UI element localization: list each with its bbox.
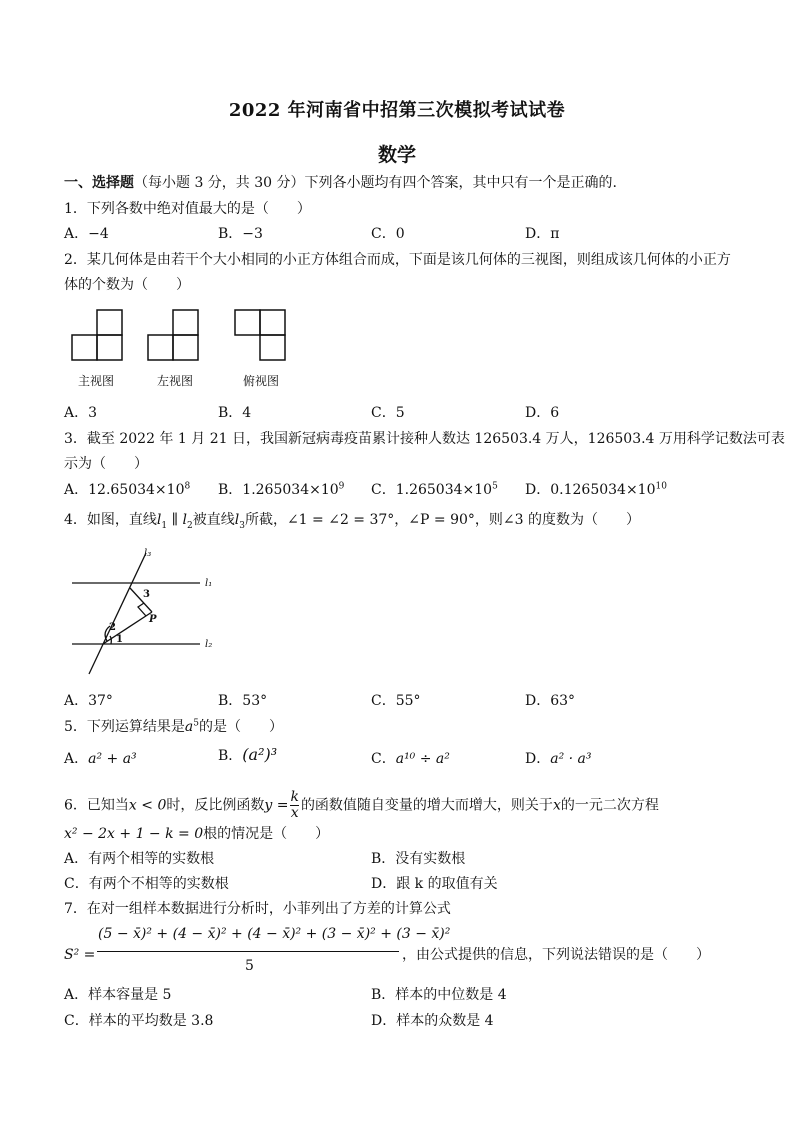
left-view-cell [173, 310, 198, 335]
q2-option-b: B．4 [218, 405, 252, 421]
fraction-bar [97, 951, 399, 952]
q4-option-d: D．63° [525, 693, 576, 709]
q7-option-d: D．样本的众数是 4 [371, 1013, 494, 1029]
label-p: P [149, 614, 157, 625]
q3-option-d: D．$0.1265034\times 10^{10}$ [525, 481, 667, 498]
q3-stem-line1: 3．截至 2022 年 1 月 21 日，我国新冠病毒疫苗累计接种人数达 126503.4 万人，126503.4 万用科学记数法可表 [64, 431, 785, 447]
q6-option-c: C．有两个不相等的实数根 [64, 876, 229, 892]
front-view-label: 主视图 [78, 374, 115, 388]
section-instructions: （每小题 3 分，共 30 分）下列各小题均有四个答案，其中只有一个是正确的. [134, 175, 617, 191]
left-view-cell [173, 335, 198, 360]
q1-stem: 1．下列各数中绝对值最大的是（ ） [64, 201, 311, 217]
q2-stem-line1: 2．某几何体是由若干个大小相同的小正方体组合而成，下面是该几何体的三视图，则组成该几何体的小正方 [64, 252, 731, 268]
front-view-cell [97, 310, 122, 335]
top-view-cell [260, 310, 285, 335]
front-view-cell [72, 335, 97, 360]
q1-option-c: C．0 [371, 226, 405, 242]
q4-option-c: C．55° [371, 693, 421, 709]
q5-option-a: A．a² + a³ [64, 751, 137, 767]
q7-stem-tail: ，由公式提供的信息，下列说法错误的是（ ） [402, 947, 710, 963]
label-angle-1: 1 [116, 634, 123, 645]
exam-title: 2022 年河南省中招第三次模拟考试试卷 [228, 100, 566, 121]
left-view-label: 左视图 [157, 374, 194, 388]
section-label: 一、选择题 [64, 175, 134, 191]
q7-option-b: B．样本的中位数是 4 [371, 987, 507, 1003]
label-angle-2: 2 [109, 622, 116, 633]
top-view-cell [235, 310, 260, 335]
subject-title: 数学 [377, 144, 416, 166]
parallel-lines-figure [64, 546, 234, 678]
q6-fraction: $\frac{k}{x}$ [290, 789, 299, 821]
q5-option-b: B．(a²)³ [218, 745, 278, 764]
q4-option-a: A．37° [64, 693, 113, 709]
q6-option-d: D．跟 k 的取值有关 [371, 876, 498, 892]
q1-option-b: B．−3 [218, 226, 263, 242]
q3-option-b: B．$1.265034\times 10^9$ [218, 481, 345, 498]
q5-option-c: C．a¹⁰ ÷ a² [371, 751, 450, 767]
label-l2: l₂ [205, 639, 213, 650]
variance-denominator: 5 [245, 958, 254, 974]
variance-lhs: S² = [64, 947, 96, 963]
q6-stem-line2: x² − 2x + 1 − k = 0根的情况是（ ） [64, 826, 330, 842]
top-view-cell [260, 335, 285, 360]
q7-stem: 7．在对一组样本数据进行分析时，小菲列出了方差的计算公式 [64, 901, 451, 917]
q1-option-a: A．−4 [64, 226, 109, 242]
q5-stem: 5．下列运算结果是$a^5$的是（ ） [64, 718, 284, 735]
q2-option-c: C．5 [371, 405, 405, 421]
q7-option-a: A．样本容量是 5 [64, 987, 172, 1003]
front-view-cell [97, 335, 122, 360]
line-l3 [89, 553, 146, 674]
q4-option-b: B．53° [218, 693, 268, 709]
q2-option-d: D．6 [525, 405, 560, 421]
q6-stem-line1: 6．已知当x < 0时，反比例函数y = $\frac{k}{x}$ 的函数值随自变量的增大而增大，则关于x的一元二次方程 [64, 789, 659, 821]
q7-option-c: C．样本的平均数是 3.8 [64, 1013, 214, 1029]
q5-option-d: D．a² · a³ [525, 751, 592, 767]
q1-option-d: D．π [525, 226, 560, 242]
q4-stem: 4．如图，直线$l_1$ ∥ $l_2$被直线$l_3$所截，∠1 = ∠2 = 37°，∠P = 90°，则∠3 的度数为（ ） [64, 512, 640, 531]
label-l3: l₃ [144, 548, 152, 559]
q6-option-a: A．有两个相等的实数根 [64, 851, 215, 867]
q3-stem-line2: 示为（ ） [64, 456, 148, 472]
left-view-cell [148, 335, 173, 360]
label-angle-3: 3 [143, 589, 150, 600]
q2-stem-line2: 体的个数为（ ） [64, 277, 190, 293]
q2-option-a: A．3 [64, 405, 98, 421]
variance-numerator: (5 − x̄)² + (4 − x̄)² + (4 − x̄)² + (3 − x̄)² + (3 − x̄)² [98, 926, 451, 942]
top-view-label: 俯视图 [243, 374, 280, 388]
q3-option-a: A．$12.65034\times 10^8$ [64, 481, 191, 498]
section-heading [64, 174, 617, 192]
q6-option-b: B．没有实数根 [371, 851, 466, 867]
label-l1: l₁ [205, 578, 213, 589]
q3-option-c: C．$1.265034\times 10^5$ [371, 481, 498, 498]
three-views-figure [64, 305, 304, 365]
